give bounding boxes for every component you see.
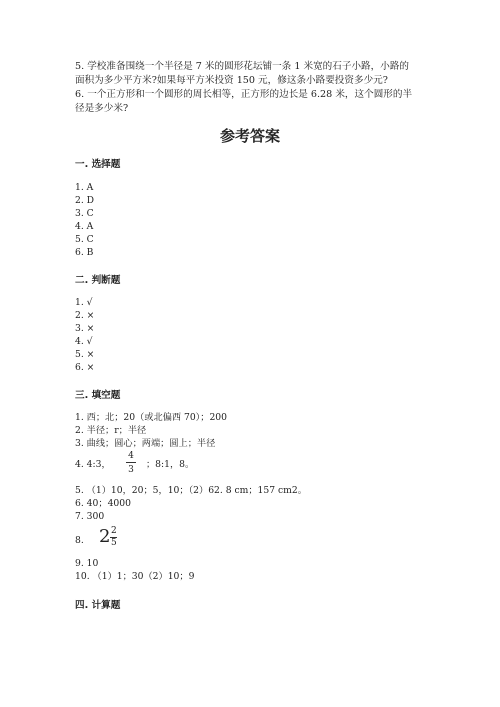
answer-item: 2. ×	[75, 310, 95, 321]
answer-item: 2. 半径；r；半径	[75, 425, 147, 436]
answer-8-label: 8.	[75, 535, 84, 546]
answer-item: 2. D	[75, 195, 95, 206]
section-heading-calculation: 四. 计算题	[75, 600, 121, 611]
answer-item: 10. （1）1；30（2）10；9	[75, 571, 195, 582]
answer-item: 4. √	[75, 336, 93, 347]
question-6-line-1: 6. 一个正方形和一个圆形的周长相等，正方形的边长是 6.28 米，这个圆形的半	[75, 89, 413, 100]
answer-item: 1. √	[75, 297, 93, 308]
answer-item: 1. 西；北；20（或北偏西 70）；200	[75, 412, 227, 423]
question-5-line-1: 5. 学校准备围绕一个半径是 7 米的圆形花坛铺一条 1 米宽的石子小路，小路的	[75, 61, 410, 72]
mixed-number-denominator: 5	[111, 538, 117, 548]
answer-item: 5. （1）10，20；5，10；（2）62. 8 cm；157 cm2。	[75, 485, 307, 496]
answer-item: 6. 40；4000	[75, 498, 131, 509]
answer-item: 7. 300	[75, 511, 105, 522]
fraction-bar	[126, 462, 136, 463]
answer-item: 5. C	[75, 234, 94, 245]
fraction-denominator: 3	[128, 465, 134, 475]
answer-item: 3. ×	[75, 323, 95, 334]
answer-item: 6. B	[75, 247, 94, 258]
section-heading-choice: 一. 选择题	[75, 159, 121, 170]
answer-item: 9. 10	[75, 558, 99, 569]
answer-4-suffix: ；8:1，8。	[146, 459, 195, 470]
answer-item: 1. A	[75, 182, 94, 193]
answer-item: 6. ×	[75, 362, 95, 373]
mixed-number-numerator: 2	[111, 526, 117, 536]
question-6-line-2: 径是多少米?	[75, 103, 129, 114]
answer-item: 5. ×	[75, 349, 95, 360]
answer-item: 3. 曲线；圆心；两端；圆上；半径	[75, 438, 216, 449]
section-heading-judgement: 二. 判断题	[75, 275, 121, 286]
page-title: 参考答案	[219, 127, 280, 145]
answer-item: 3. C	[75, 208, 94, 219]
question-5-line-2: 面积为多少平方米?如果每平方米投资 150 元，修这条小路要投资多少元?	[75, 75, 388, 86]
answer-item: 4. A	[75, 221, 94, 232]
fraction-numerator: 4	[128, 451, 134, 461]
answer-4-prefix: 4. 4:3，	[75, 459, 111, 470]
mixed-number-whole: 2	[99, 526, 111, 547]
section-heading-fill-in: 三. 填空题	[75, 390, 121, 401]
